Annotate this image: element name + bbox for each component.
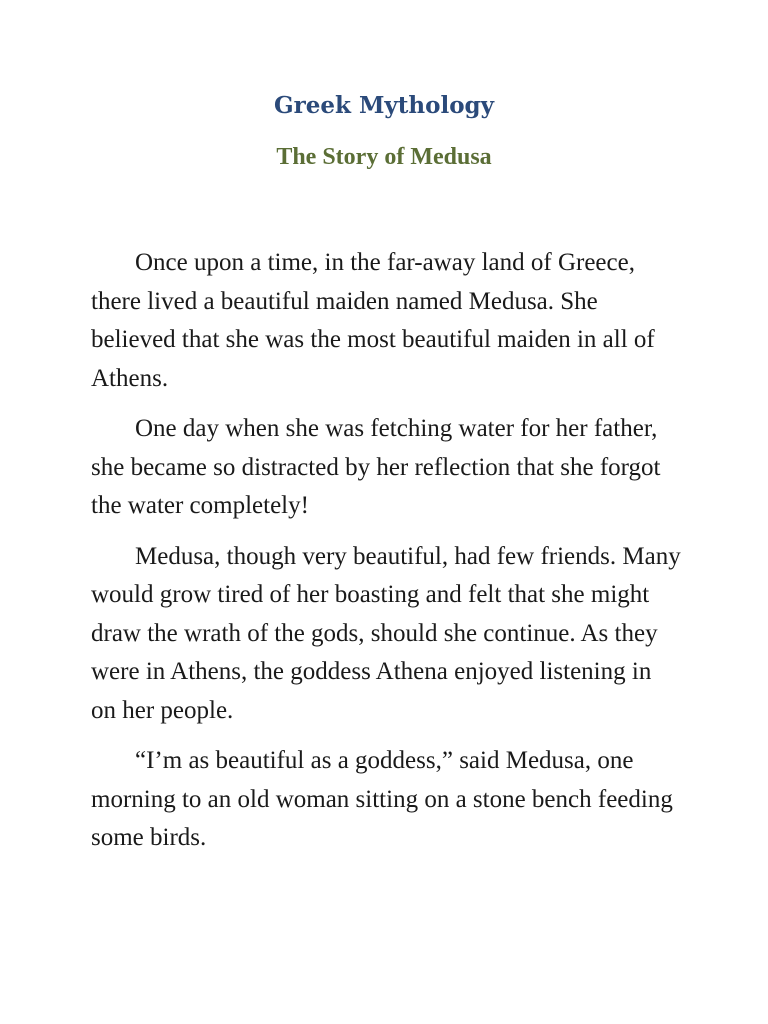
story-body xyxy=(91,244,681,870)
paragraph: Once upon a time, in the far-away land of Greece, there lived a beautiful maiden named Medusa. She believed that she was the most beautiful maiden in all of Athens. xyxy=(91,249,655,392)
paragraph: One day when she was fetching water for her father, she became so distracted by her reflection that she forgot the water completely! xyxy=(91,415,661,519)
paragraph: Medusa, though very beautiful, had few friends. Many would grow tired of her boasting and felt that she might draw the wrath of the gods, should she continue. As they were in Athens, the goddess Athena enjoyed listening in on her people. xyxy=(91,542,681,724)
document-title: Greek Mythology xyxy=(273,92,494,119)
paragraph: “I’m as beautiful as a goddess,” said Medusa, one morning to an old woman sitting on a stone bench feeding some birds. xyxy=(91,747,673,851)
document-subtitle: The Story of Medusa xyxy=(276,144,492,170)
